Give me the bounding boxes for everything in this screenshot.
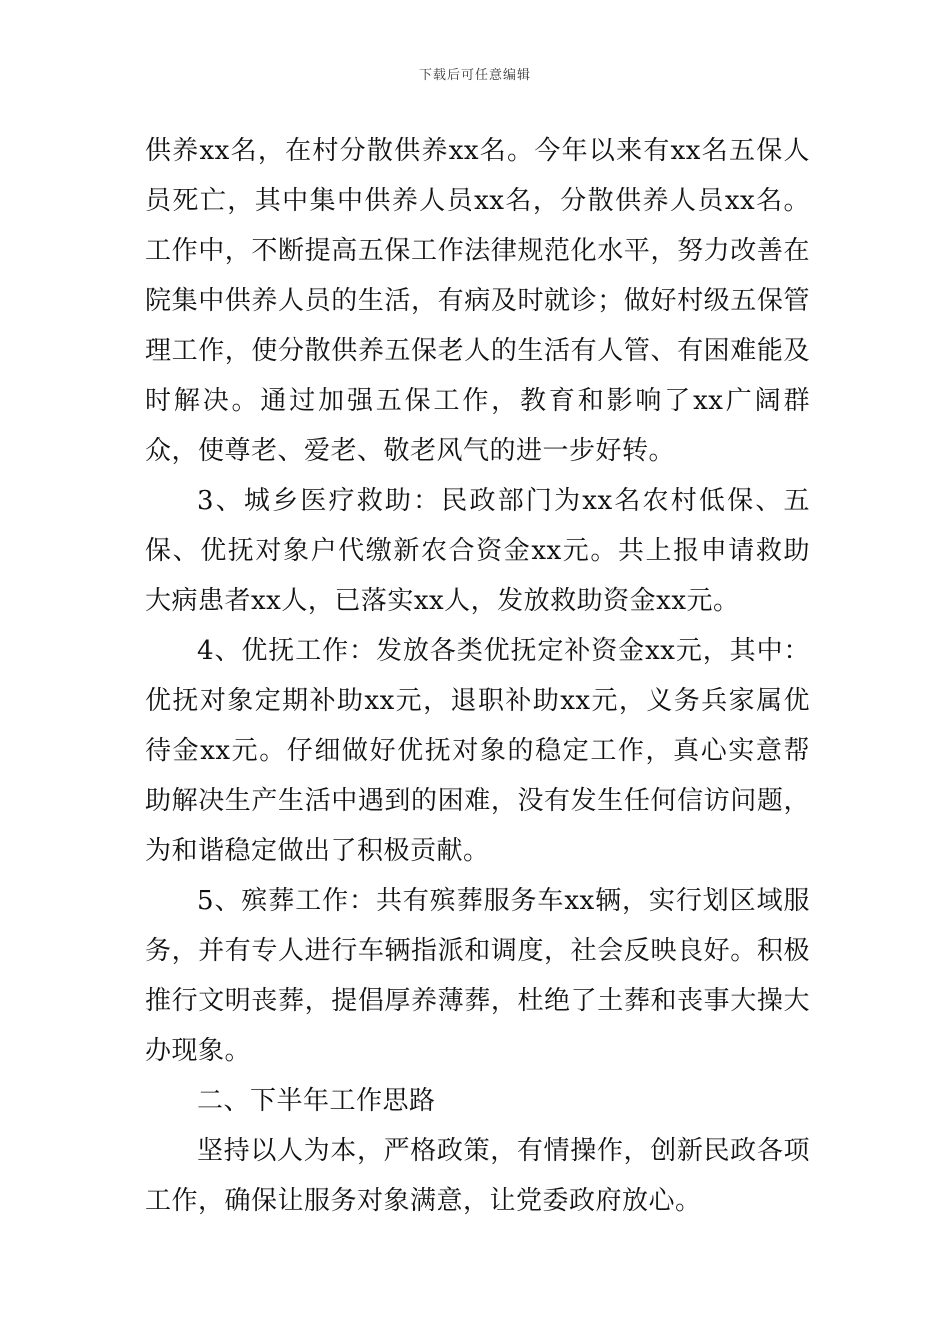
section-heading-second-half-plan: 二、下半年工作思路 <box>197 1086 436 1116</box>
paragraph-medical-aid: 3、城乡医疗救助：民政部门为xx名农村低保、五保、优抚对象户代缴新农合资金xx元。共上报申请救助大病患者xx人，已落实xx人，发放救助资金xx元。 <box>145 486 810 616</box>
paragraph-work-principles: 坚持以人为本，严格政策，有情操作，创新民政各项工作，确保让服务对象满意，让党委政府放心。 <box>145 1136 810 1216</box>
paragraph-funeral-work: 5、殡葬工作：共有殡葬服务车xx辆，实行划区域服务，并有专人进行车辆指派和调度，社会反映良好。积极推行文明丧葬，提倡厚养薄葬，杜绝了土葬和丧事大操大办现象。 <box>145 886 810 1066</box>
document-body <box>145 126 810 1226</box>
paragraph-wubao-continuation: 供养xx名，在村分散供养xx名。今年以来有xx名五保人员死亡，其中集中供养人员xx名，分散供养人员xx名。工作中，不断提高五保工作法律规范化水平，努力改善在院集中供养人员的生活，有病及时就诊；做好村级五保管理工作，使分散供养五保老人的生活有人管、有困难能及时解决。通过加强五保工作，教育和影响了xx广阔群众，使尊老、爱老、敬老风气的进一步好转。 <box>145 136 810 466</box>
page-header: 下载后可任意编辑 <box>418 68 531 83</box>
paragraph-preferential-care: 4、优抚工作：发放各类优抚定补资金xx元，其中：优抚对象定期补助xx元，退职补助xx元，义务兵家属优待金xx元。仔细做好优抚对象的稳定工作，真心实意帮助解决生产生活中遇到的困难，没有发生任何信访问题，为和谐稳定做出了积极贡献。 <box>145 636 810 866</box>
